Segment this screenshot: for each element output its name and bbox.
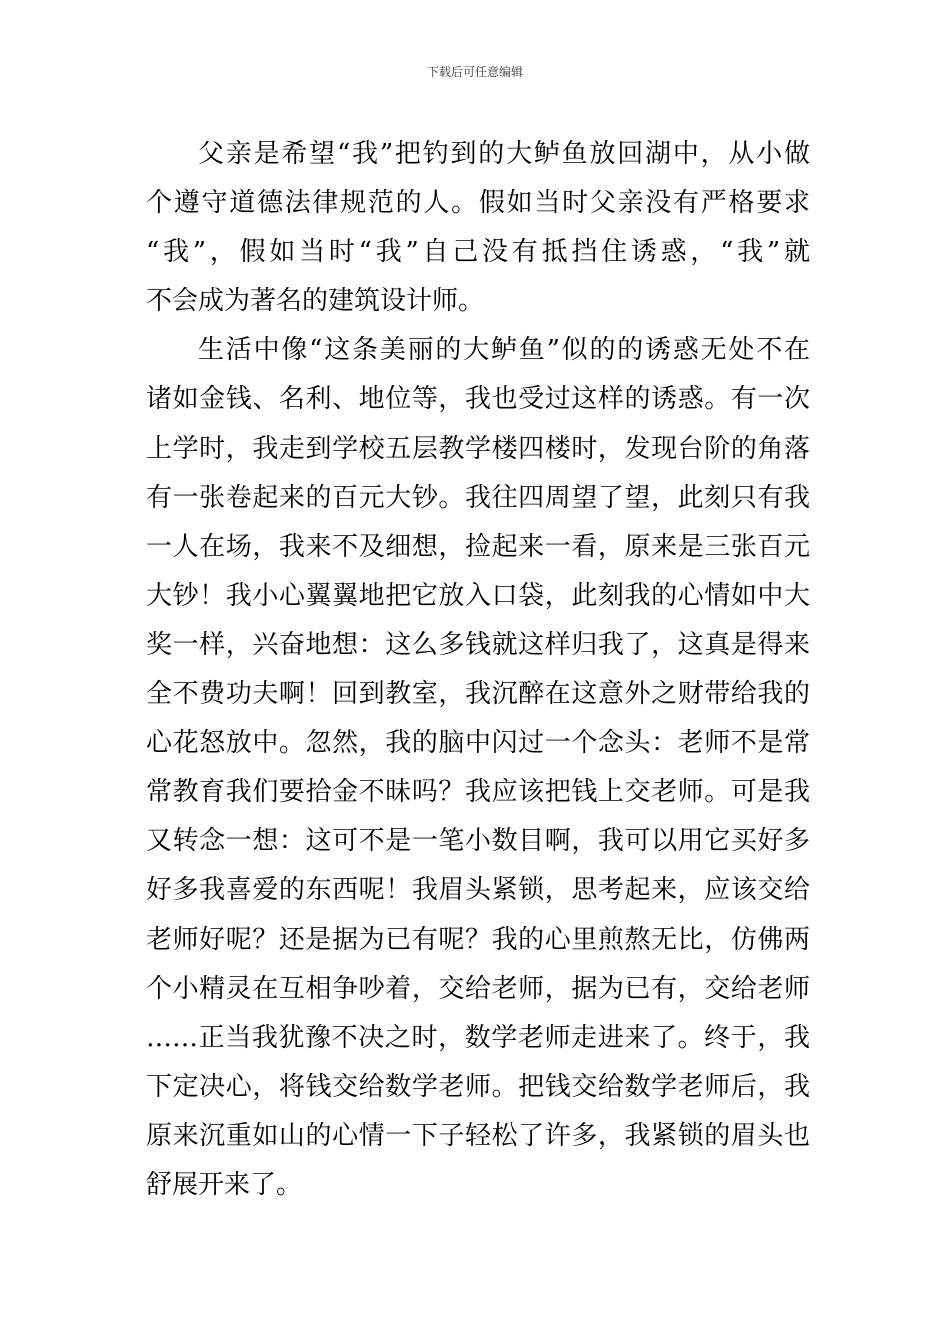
text-line: 个小精灵在互相争吵着，交给老师，据为已有，交给老师: [146, 973, 810, 1004]
text-line: 父亲是希望“我”把钓到的大鲈鱼放回湖中，从小做: [198, 139, 810, 169]
text-line: 不会成为著名的建筑设计师。: [146, 286, 485, 317]
body-text: [146, 130, 810, 1210]
text-line: ……正当我犹豫不决之时，数学老师走进来了。终于，我: [146, 1022, 810, 1053]
text-line: 心花怒放中。忽然，我的脑中闪过一个念头：老师不是常: [146, 728, 810, 759]
text-line: 下定决心，将钱交给数学老师。把钱交给数学老师后，我: [146, 1071, 810, 1102]
text-line: 诸如金钱、名利、地位等，我也受过这样的诱惑。有一次: [146, 384, 810, 415]
page-header: 下载后可任意编辑: [426, 65, 523, 79]
text-line: 一人在场，我来不及细想，捡起来一看，原来是三张百元: [146, 531, 810, 562]
text-line: 奖一样，兴奋地想：这么多钱就这样归我了，这真是得来: [146, 629, 810, 660]
text-line: 又转念一想：这可不是一笔小数目啊，我可以用它买好多: [146, 826, 810, 857]
text-line: 上学时，我走到学校五层教学楼四楼时，发现台阶的角落: [146, 433, 810, 464]
text-line: 好多我喜爱的东西呢！我眉头紧锁，思考起来，应该交给: [146, 875, 810, 906]
text-line: 舒展开来了。: [146, 1169, 303, 1200]
paragraph-2: [146, 326, 810, 1210]
text-line: 生活中像“这条美丽的大鲈鱼”似的的诱惑无处不在: [198, 335, 810, 366]
text-line: 个遵守道德法律规范的人。假如当时父亲没有严格要求: [146, 188, 810, 219]
text-line: 常教育我们要拾金不昧吗？我应该把钱上交老师。可是我: [146, 777, 810, 808]
text-line: 老师好呢？还是据为已有呢？我的心里煎熬无比，仿佛两: [146, 924, 810, 955]
text-line: 有一张卷起来的百元大钞。我往四周望了望，此刻只有我: [146, 482, 810, 513]
text-line: 原来沉重如山的心情一下子轻松了许多，我紧锁的眉头也: [146, 1120, 810, 1151]
text-line: 全不费功夫啊！回到教室，我沉醉在这意外之财带给我的: [146, 679, 810, 710]
text-line: “我”，假如当时“我”自己没有抵挡住诱惑，“我”就: [146, 237, 810, 268]
text-line: 大钞！我小心翼翼地把它放入口袋，此刻我的心情如中大: [146, 580, 810, 611]
paragraph-1: [146, 130, 810, 326]
